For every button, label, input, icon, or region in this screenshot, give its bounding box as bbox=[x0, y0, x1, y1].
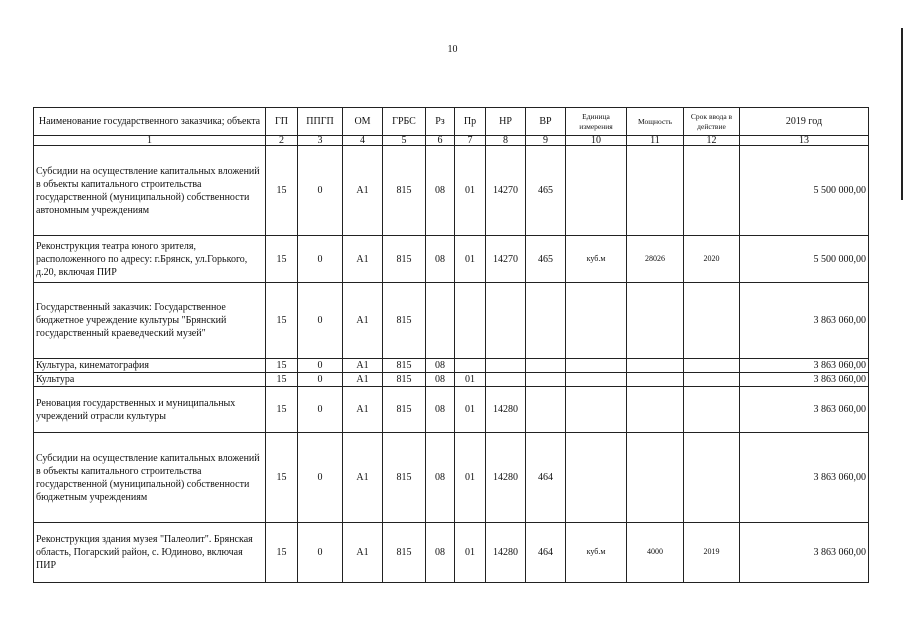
cell-gp: 15 bbox=[266, 523, 298, 583]
cell-term: 2019 bbox=[684, 523, 740, 583]
cell-year: 3 863 060,00 bbox=[740, 433, 869, 523]
page-number: 10 bbox=[447, 44, 458, 55]
cell-pr: 01 bbox=[455, 236, 486, 283]
cell-np bbox=[486, 373, 526, 387]
cell-rz: 08 bbox=[426, 387, 455, 433]
cell-gp: 15 bbox=[266, 283, 298, 359]
cell-unit bbox=[566, 387, 627, 433]
cell-pr: 01 bbox=[455, 523, 486, 583]
cell-vr bbox=[526, 387, 566, 433]
cell-grbs: 815 bbox=[383, 373, 426, 387]
cell-rz: 08 bbox=[426, 359, 455, 373]
cell-ppgp: 0 bbox=[298, 387, 343, 433]
cell-term bbox=[684, 373, 740, 387]
cell-unit bbox=[566, 433, 627, 523]
column-number: 13 bbox=[740, 136, 869, 146]
column-number: 8 bbox=[486, 136, 526, 146]
column-number: 12 bbox=[684, 136, 740, 146]
cell-np bbox=[486, 283, 526, 359]
cell-ppgp: 0 bbox=[298, 433, 343, 523]
cell-rz: 08 bbox=[426, 373, 455, 387]
cell-rz bbox=[426, 283, 455, 359]
header-unit: Единица измерения bbox=[566, 108, 627, 136]
cell-gp: 15 bbox=[266, 146, 298, 236]
column-number: 9 bbox=[526, 136, 566, 146]
cell-vr: 464 bbox=[526, 433, 566, 523]
cell-term bbox=[684, 283, 740, 359]
cell-vr: 465 bbox=[526, 236, 566, 283]
cell-power: 28026 bbox=[627, 236, 684, 283]
header-year: 2019 год bbox=[740, 108, 869, 136]
column-number: 10 bbox=[566, 136, 627, 146]
cell-np: 14270 bbox=[486, 146, 526, 236]
header-name: Наименование государственного заказчика; объекта bbox=[34, 108, 266, 136]
column-number: 2 bbox=[266, 136, 298, 146]
header-grbs: ГРБС bbox=[383, 108, 426, 136]
cell-grbs: 815 bbox=[383, 387, 426, 433]
cell-pr: 01 bbox=[455, 387, 486, 433]
cell-vr: 464 bbox=[526, 523, 566, 583]
cell-vr bbox=[526, 373, 566, 387]
cell-vr bbox=[526, 283, 566, 359]
cell-year: 3 863 060,00 bbox=[740, 283, 869, 359]
cell-year: 5 500 000,00 bbox=[740, 236, 869, 283]
column-number: 6 bbox=[426, 136, 455, 146]
cell-year: 3 863 060,00 bbox=[740, 523, 869, 583]
scan-edge-line bbox=[901, 28, 903, 200]
cell-np: 14280 bbox=[486, 387, 526, 433]
cell-ppgp: 0 bbox=[298, 283, 343, 359]
cell-year: 3 863 060,00 bbox=[740, 359, 869, 373]
cell-grbs: 815 bbox=[383, 523, 426, 583]
cell-pr: 01 bbox=[455, 433, 486, 523]
cell-name: Государственный заказчик: Государственное бюджетное учреждение культуры "Брянский государственный краеведческий музей" bbox=[34, 283, 266, 359]
header-ppgp: ППГП bbox=[298, 108, 343, 136]
table-row bbox=[34, 373, 869, 387]
cell-np: 14280 bbox=[486, 433, 526, 523]
cell-power bbox=[627, 359, 684, 373]
column-number: 11 bbox=[627, 136, 684, 146]
cell-pr: 01 bbox=[455, 146, 486, 236]
table-row bbox=[34, 146, 869, 236]
cell-year: 3 863 060,00 bbox=[740, 373, 869, 387]
cell-term bbox=[684, 387, 740, 433]
cell-grbs: 815 bbox=[383, 433, 426, 523]
table-row bbox=[34, 433, 869, 523]
cell-unit bbox=[566, 373, 627, 387]
cell-om: А1 bbox=[343, 283, 383, 359]
cell-om: А1 bbox=[343, 523, 383, 583]
column-number: 1 bbox=[34, 136, 266, 146]
cell-om: А1 bbox=[343, 433, 383, 523]
cell-gp: 15 bbox=[266, 387, 298, 433]
table-row bbox=[34, 236, 869, 283]
cell-rz: 08 bbox=[426, 146, 455, 236]
cell-year: 3 863 060,00 bbox=[740, 387, 869, 433]
cell-gp: 15 bbox=[266, 236, 298, 283]
cell-power: 4000 bbox=[627, 523, 684, 583]
cell-term bbox=[684, 433, 740, 523]
cell-om: А1 bbox=[343, 373, 383, 387]
cell-grbs: 815 bbox=[383, 146, 426, 236]
budget-table bbox=[33, 107, 869, 583]
cell-pr bbox=[455, 359, 486, 373]
cell-grbs: 815 bbox=[383, 283, 426, 359]
cell-rz: 08 bbox=[426, 523, 455, 583]
cell-name: Реновация государственных и муниципальных учреждений отрасли культуры bbox=[34, 387, 266, 433]
cell-rz: 08 bbox=[426, 433, 455, 523]
cell-unit bbox=[566, 146, 627, 236]
cell-term bbox=[684, 146, 740, 236]
cell-np: 14270 bbox=[486, 236, 526, 283]
cell-vr bbox=[526, 359, 566, 373]
cell-ppgp: 0 bbox=[298, 236, 343, 283]
cell-pr bbox=[455, 283, 486, 359]
header-pr: Пр bbox=[455, 108, 486, 136]
cell-power bbox=[627, 146, 684, 236]
cell-vr: 465 bbox=[526, 146, 566, 236]
cell-name: Культура bbox=[34, 373, 266, 387]
cell-ppgp: 0 bbox=[298, 523, 343, 583]
header-gp: ГП bbox=[266, 108, 298, 136]
cell-om: А1 bbox=[343, 236, 383, 283]
cell-power bbox=[627, 373, 684, 387]
header-rz: Рз bbox=[426, 108, 455, 136]
cell-unit: куб.м bbox=[566, 523, 627, 583]
cell-grbs: 815 bbox=[383, 359, 426, 373]
cell-name: Культура, кинематография bbox=[34, 359, 266, 373]
header-term: Срок ввода в действие bbox=[684, 108, 740, 136]
cell-om: А1 bbox=[343, 387, 383, 433]
column-number: 4 bbox=[343, 136, 383, 146]
header-om: ОМ bbox=[343, 108, 383, 136]
cell-unit bbox=[566, 359, 627, 373]
cell-unit bbox=[566, 283, 627, 359]
cell-gp: 15 bbox=[266, 433, 298, 523]
table-row bbox=[34, 523, 869, 583]
cell-name: Реконструкция театра юного зрителя, расположенного по адресу: г.Брянск, ул.Горького, д.20, включая ПИР bbox=[34, 236, 266, 283]
cell-year: 5 500 000,00 bbox=[740, 146, 869, 236]
cell-power bbox=[627, 433, 684, 523]
cell-name: Реконструкция здания музея "Палеолит". Брянская область, Погарский район, с. Юдиново, включая ПИР bbox=[34, 523, 266, 583]
cell-term bbox=[684, 359, 740, 373]
column-number: 5 bbox=[383, 136, 426, 146]
cell-unit: куб.м bbox=[566, 236, 627, 283]
column-number: 3 bbox=[298, 136, 343, 146]
column-number: 7 bbox=[455, 136, 486, 146]
cell-pr: 01 bbox=[455, 373, 486, 387]
cell-gp: 15 bbox=[266, 373, 298, 387]
cell-name: Субсидии на осуществление капитальных вложений в объекты капитального строительства государственной (муниципальной) собственности автономным учреждениям bbox=[34, 146, 266, 236]
table-row bbox=[34, 387, 869, 433]
table-row bbox=[34, 359, 869, 373]
cell-om: А1 bbox=[343, 146, 383, 236]
cell-rz: 08 bbox=[426, 236, 455, 283]
cell-ppgp: 0 bbox=[298, 373, 343, 387]
cell-np bbox=[486, 359, 526, 373]
header-vr: ВР bbox=[526, 108, 566, 136]
cell-power bbox=[627, 387, 684, 433]
cell-name: Субсидии на осуществление капитальных вложений в объекты капитального строительства государственной (муниципальной) собственности бюджетным учреждениям bbox=[34, 433, 266, 523]
header-np: НР bbox=[486, 108, 526, 136]
cell-power bbox=[627, 283, 684, 359]
cell-term: 2020 bbox=[684, 236, 740, 283]
cell-np: 14280 bbox=[486, 523, 526, 583]
table-row bbox=[34, 283, 869, 359]
cell-ppgp: 0 bbox=[298, 359, 343, 373]
column-number-row bbox=[34, 136, 869, 146]
cell-om: А1 bbox=[343, 359, 383, 373]
cell-gp: 15 bbox=[266, 359, 298, 373]
header-row bbox=[34, 108, 869, 136]
cell-grbs: 815 bbox=[383, 236, 426, 283]
header-power: Мощность bbox=[627, 108, 684, 136]
cell-ppgp: 0 bbox=[298, 146, 343, 236]
